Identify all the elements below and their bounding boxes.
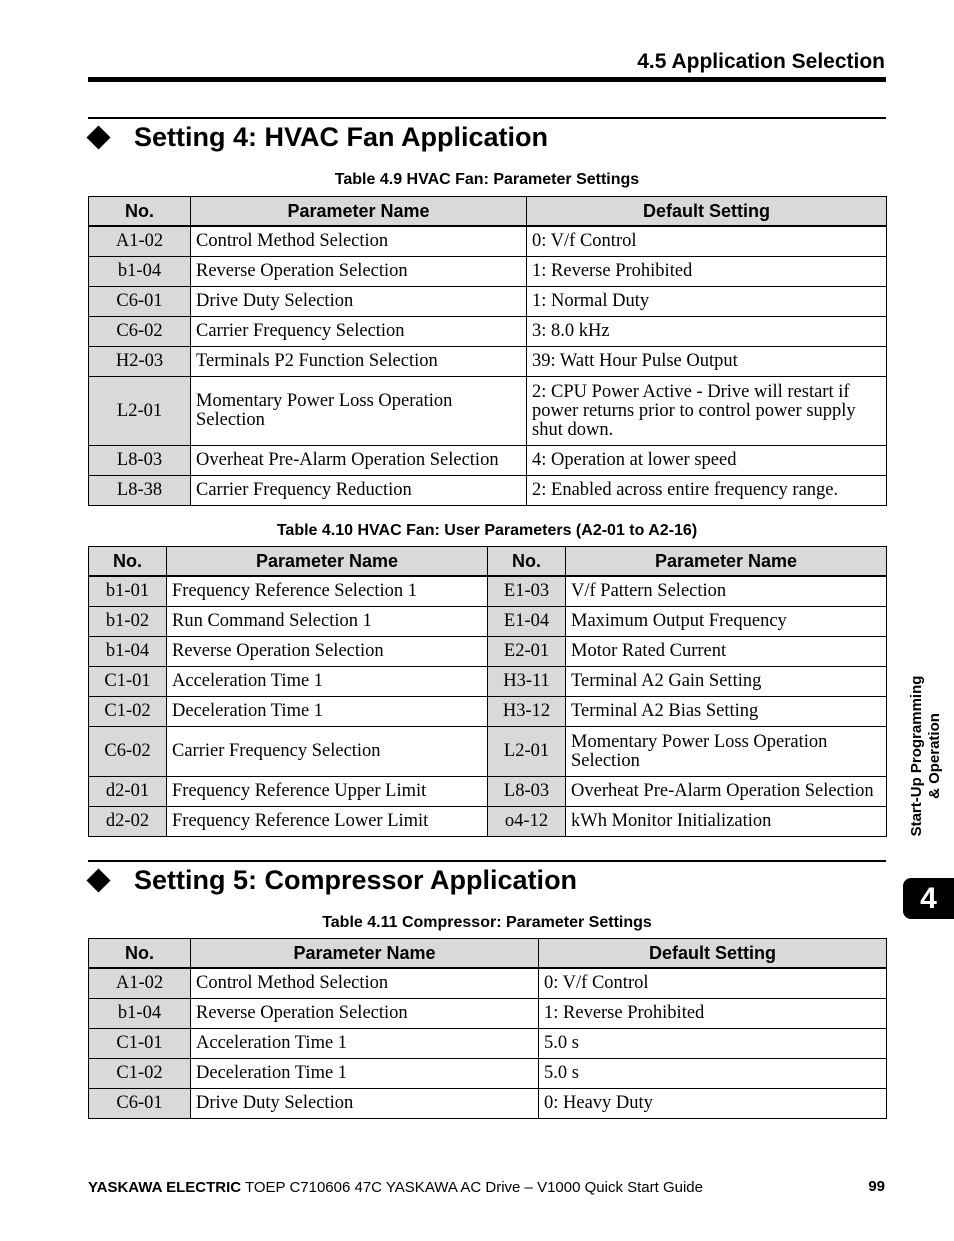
parameter-number-cell: C1-02 (89, 697, 167, 727)
table-cell: 1: Reverse Prohibited (539, 999, 887, 1029)
parameter-number-cell: H3-11 (488, 667, 566, 697)
compressor-parameter-settings-table (88, 938, 887, 1119)
table-row (89, 226, 887, 257)
column-header-parameter-name: Parameter Name (191, 197, 527, 227)
table-caption: Table 4.9 HVAC Fan: Parameter Settings (334, 171, 640, 188)
column-header-no: No. (488, 547, 566, 577)
hvac-parameter-settings-table (88, 196, 887, 506)
parameter-number-cell: d2-02 (89, 807, 167, 837)
table-cell: Momentary Power Loss Operation Selection (191, 377, 527, 446)
table-cell: 4: Operation at lower speed (527, 446, 887, 476)
footer-brand: YASKAWA ELECTRIC (88, 1179, 242, 1196)
page-number: 99 (868, 1178, 885, 1195)
table-row (89, 347, 887, 377)
sidebar-label-line-2: & Operation (926, 713, 943, 799)
table-cell: Control Method Selection (191, 226, 527, 257)
column-header-parameter-name: Parameter Name (167, 547, 488, 577)
parameter-number-cell: L8-38 (89, 476, 191, 506)
table-cell: 5.0 s (539, 1059, 887, 1089)
table-row (89, 727, 887, 777)
parameter-number-cell: b1-01 (89, 576, 167, 607)
column-header-no: No. (89, 197, 191, 227)
table-cell: Momentary Power Loss Operation Selection (566, 727, 887, 777)
column-header-no: No. (89, 547, 167, 577)
footer-document-info (88, 1179, 703, 1196)
table-cell: Reverse Operation Selection (191, 257, 527, 287)
table-cell: Frequency Reference Upper Limit (167, 777, 488, 807)
parameter-number-cell: C6-01 (89, 287, 191, 317)
table-cell: 0: Heavy Duty (539, 1089, 887, 1119)
parameter-number-cell: E1-04 (488, 607, 566, 637)
table-cell: 1: Normal Duty (527, 287, 887, 317)
table-row (89, 257, 887, 287)
section-title: Setting 4: HVAC Fan Application (134, 122, 549, 152)
section-heading-setting-4 (86, 122, 548, 153)
chapter-sidebar-label (906, 660, 946, 852)
parameter-number-cell: E2-01 (488, 637, 566, 667)
table-row (89, 1029, 887, 1059)
parameter-number-cell: E1-03 (488, 576, 566, 607)
table-cell: Overheat Pre-Alarm Operation Selection (566, 777, 887, 807)
diamond-bullet-icon (86, 868, 110, 892)
table-row (89, 476, 887, 506)
header-rule (88, 77, 886, 82)
footer-document-title: TOEP C710606 47C YASKAWA AC Drive – V1000 Quick Start Guide (241, 1179, 703, 1196)
parameter-number-cell: C1-01 (89, 1029, 191, 1059)
parameter-number-cell: C6-02 (89, 317, 191, 347)
table-caption: Table 4.10 HVAC Fan: User Parameters (A2-01 to A2-16) (276, 522, 698, 539)
section-divider (88, 860, 886, 862)
parameter-number-cell: L2-01 (488, 727, 566, 777)
table-row (89, 807, 887, 837)
section-divider (88, 117, 886, 119)
parameter-number-cell: b1-04 (89, 637, 167, 667)
table-row (89, 1089, 887, 1119)
table-cell: Acceleration Time 1 (191, 1029, 539, 1059)
column-header-default-setting: Default Setting (527, 197, 887, 227)
table-cell: Run Command Selection 1 (167, 607, 488, 637)
table-row (89, 446, 887, 476)
table-cell: Maximum Output Frequency (566, 607, 887, 637)
table-row (89, 377, 887, 446)
table-cell: Carrier Frequency Reduction (191, 476, 527, 506)
table-cell: Overheat Pre-Alarm Operation Selection (191, 446, 527, 476)
table-cell: Frequency Reference Lower Limit (167, 807, 488, 837)
parameter-number-cell: L8-03 (89, 446, 191, 476)
table-row (89, 1059, 887, 1089)
table-cell: Deceleration Time 1 (191, 1059, 539, 1089)
table-cell: Drive Duty Selection (191, 287, 527, 317)
parameter-number-cell: H3-12 (488, 697, 566, 727)
table-row (89, 576, 887, 607)
table-row (89, 637, 887, 667)
table-row (89, 667, 887, 697)
column-header-parameter-name: Parameter Name (566, 547, 887, 577)
table-cell: V/f Pattern Selection (566, 576, 887, 607)
parameter-number-cell: C1-02 (89, 1059, 191, 1089)
chapter-tab: 4 (903, 878, 954, 919)
parameter-number-cell: A1-02 (89, 226, 191, 257)
table-cell: 1: Reverse Prohibited (527, 257, 887, 287)
table-cell: Motor Rated Current (566, 637, 887, 667)
section-title: Setting 5: Compressor Application (134, 865, 578, 895)
table-row (89, 968, 887, 999)
table-cell: Carrier Frequency Selection (191, 317, 527, 347)
table-cell: kWh Monitor Initialization (566, 807, 887, 837)
parameter-number-cell: d2-01 (89, 777, 167, 807)
table-cell: 0: V/f Control (527, 226, 887, 257)
parameter-number-cell: C6-01 (89, 1089, 191, 1119)
parameter-number-cell: C6-02 (89, 727, 167, 777)
parameter-number-cell: b1-02 (89, 607, 167, 637)
parameter-number-cell: b1-04 (89, 999, 191, 1029)
hvac-user-parameters-table (88, 546, 887, 837)
parameter-number-cell: C1-01 (89, 667, 167, 697)
table-cell: Terminals P2 Function Selection (191, 347, 527, 377)
table-cell: 2: Enabled across entire frequency range. (527, 476, 887, 506)
table-cell: Control Method Selection (191, 968, 539, 999)
section-header-title: 4.5 Application Selection (637, 50, 885, 73)
table-row (89, 607, 887, 637)
parameter-number-cell: H2-03 (89, 347, 191, 377)
table-cell: Reverse Operation Selection (167, 637, 488, 667)
table-cell: Frequency Reference Selection 1 (167, 576, 488, 607)
table-cell: 5.0 s (539, 1029, 887, 1059)
sidebar-label-line-1: Start-Up Programming (908, 675, 925, 837)
column-header-default-setting: Default Setting (539, 939, 887, 969)
table-cell: Acceleration Time 1 (167, 667, 488, 697)
column-header-parameter-name: Parameter Name (191, 939, 539, 969)
diamond-bullet-icon (86, 125, 110, 149)
table-row (89, 317, 887, 347)
section-heading-setting-5 (86, 865, 577, 896)
parameter-number-cell: b1-04 (89, 257, 191, 287)
table-row (89, 697, 887, 727)
parameter-number-cell: L2-01 (89, 377, 191, 446)
parameter-number-cell: A1-02 (89, 968, 191, 999)
table-caption: Table 4.11 Compressor: Parameter Settings (322, 914, 652, 931)
table-cell: Deceleration Time 1 (167, 697, 488, 727)
table-cell: 0: V/f Control (539, 968, 887, 999)
table-row (89, 777, 887, 807)
parameter-number-cell: o4-12 (488, 807, 566, 837)
table-cell: Terminal A2 Gain Setting (566, 667, 887, 697)
table-row (89, 999, 887, 1029)
table-row (89, 287, 887, 317)
parameter-number-cell: L8-03 (488, 777, 566, 807)
table-cell: Drive Duty Selection (191, 1089, 539, 1119)
table-cell: Carrier Frequency Selection (167, 727, 488, 777)
table-cell: 2: CPU Power Active - Drive will restart if power returns prior to control power supply shut down. (527, 377, 887, 446)
table-cell: 39: Watt Hour Pulse Output (527, 347, 887, 377)
column-header-no: No. (89, 939, 191, 969)
table-cell: Reverse Operation Selection (191, 999, 539, 1029)
table-cell: 3: 8.0 kHz (527, 317, 887, 347)
table-cell: Terminal A2 Bias Setting (566, 697, 887, 727)
